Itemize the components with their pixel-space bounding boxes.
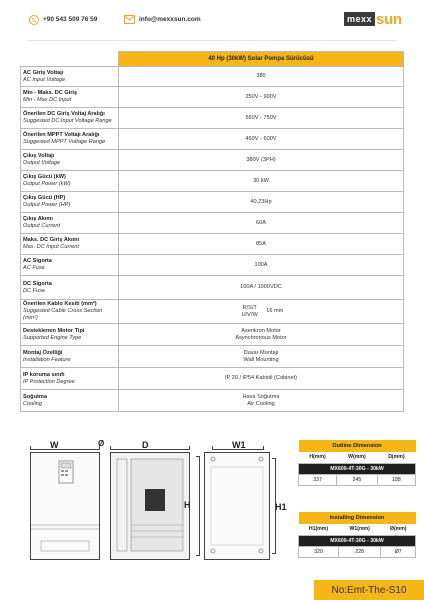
phone-number[interactable]: +90 543 509 76 59 [43,16,98,23]
table-row [21,129,404,150]
table-title: 40 Hp (30kW) Solar Pompa Sürücüsü [119,52,404,67]
outline-value-w: 245 [337,474,378,485]
row-label-tr: Önerilen Kablo Kesiti (mm²) [23,301,97,307]
row-value: 250V - 900V [119,87,404,108]
row-value-line1: Hava Soğutma [242,393,280,400]
cable-size: 16 mm [266,308,284,314]
height-bracket [196,456,200,556]
table-row [21,368,404,390]
table-row [21,213,404,234]
outline-header-w: W(mm) [337,452,378,463]
row-value [119,346,404,368]
installing-value-dia: Ø7 [381,546,416,557]
outline-dimension-table [298,440,416,486]
outline-dimension-title: Outline Dimension [299,440,416,452]
installing-header-dia: Ø(mm) [381,524,416,535]
row-value-line1: Asenkron Motor [241,327,281,334]
outline-value-d: 188 [377,474,415,485]
depth-bracket [110,446,190,450]
row-label-tr: Çıkış Voltajı [23,153,55,159]
email-contact [124,14,201,25]
installing-dimension-title: Installing Dimension [299,512,416,524]
table-row [21,300,404,324]
table-row [21,108,404,129]
side-view-drawing [110,452,190,560]
mail-icon [124,14,135,25]
row-value-line2: Air Cooling [247,400,275,407]
table-row [21,276,404,300]
row-label-tr: IP koruma sınıfı [23,371,65,378]
row-value-line1: Duvar Montajı [243,349,279,356]
row-value: 60A [119,213,404,234]
installing-header-w1: W1(mm) [338,524,380,535]
row-value: IP 20 / IP54 Kabinli (Cabinet) [119,368,404,390]
table-row [21,324,404,346]
row-value: 450V - 600V [119,129,404,150]
outline-value-h: 337 [299,474,337,485]
cable-phases: R/S/T U/V/W [241,304,258,318]
row-label-en: Max. DC Input Current [23,244,79,250]
w1-label: W1 [232,440,246,450]
outline-header-d: D(mm) [377,452,415,463]
installing-header-h1: H1(mm) [299,524,339,535]
row-value [119,390,404,412]
row-label-en: Output Power (kW) [23,181,71,187]
row-label-tr: DC Sigorta [23,280,52,287]
row-label-tr: Çıkış Akımı [23,216,53,222]
installing-model: MX600-4T-30G - 30kW [299,535,416,546]
width-bracket [30,446,100,450]
row-label-tr: Önerilen MPPT Voltajı Aralığı [23,132,100,138]
row-value: 30 kW [119,171,404,192]
row-label-en: Suggested Cable Cross Section (mm²) [23,308,103,321]
table-row [21,192,404,213]
h1-bracket [272,458,276,554]
width-label: W [50,440,59,450]
front-view-drawing [30,452,100,560]
row-value: 40,23Hp [119,192,404,213]
row-label-en: Installation Feature [23,356,71,363]
back-view-drawing [204,452,270,560]
w1-bracket [212,446,264,450]
installing-value-h1: 320 [299,546,339,557]
document-number-badge: No:Emt-The-S10 [314,580,424,600]
table-row [21,390,404,412]
table-row [21,67,404,87]
row-value-line2: Wall Mounting [243,356,279,363]
row-value: 100A [119,255,404,276]
row-value: 85A [119,234,404,255]
phone-contact [28,14,97,25]
row-label-en: Suggested DC Input Voltage Range [23,118,112,124]
depth-label: D [142,440,149,450]
row-label-tr: AC Giriş Voltajı [23,69,64,76]
table-row [21,255,404,276]
row-label-en: Output Power (HP) [23,202,71,208]
header-divider [28,40,396,41]
table-row [21,171,404,192]
row-value: 100A / 1000VDC [119,276,404,300]
row-label-en: Output Voltage [23,160,61,166]
front-view-svg [31,453,99,559]
hole-diameter-label: Ø [98,439,105,448]
row-label-tr: Soğutma [23,393,47,400]
row-label-tr: Önerilen DC Giriş Voltaj Aralığı [23,111,105,117]
table-row [21,87,404,108]
mexxsun-logo [332,6,424,32]
page-header [0,0,424,44]
outline-model: MX600-4T-30G - 30kW [299,463,416,474]
phone-icon [28,14,39,25]
spec-table-header [21,52,404,67]
row-label-tr: Desteklenen Motor Tipi [23,327,85,334]
row-value [119,324,404,346]
logo-text: sun [376,10,402,28]
row-value: 380 [119,67,404,87]
row-label-en: AC Input Voltage [23,76,66,83]
row-label-en: DC Fuse [23,287,46,294]
row-label-en: AC Fuse [23,265,45,271]
table-row [21,346,404,368]
row-value: 550V - 750V [119,108,404,129]
header-blank-cell [21,52,119,67]
row-value-cable [119,300,404,324]
row-value-line2: Asynchronous Motor [235,334,287,341]
installing-dimension-table [298,512,416,558]
logo-box: mexx [344,12,375,26]
row-label-tr: Min - Maks. DC Giriş [23,90,78,96]
row-label-en: Cooling [23,400,42,407]
row-label-tr: Maks. DC Giriş Akımı [23,237,80,243]
spec-table [20,51,404,412]
h1-label: H1 [275,502,287,512]
row-label-en: IP Protection Degree [23,378,75,385]
back-view-svg [205,453,269,559]
row-label-tr: Montaj Özelliği [23,349,63,356]
email-address[interactable]: info@mexxsun.com [139,16,201,23]
row-label-en: Supported Engine Type [23,334,82,341]
outline-header-h: H(mm) [299,452,337,463]
row-label-tr: Çıkış Gücü (HP) [23,195,66,201]
row-label-en: Output Current [23,223,60,229]
row-label-tr: Çıkış Gücü (kW) [23,174,66,180]
installing-value-w1: 228 [338,546,380,557]
row-label-tr: AC Sigorta [23,258,52,264]
table-row [21,234,404,255]
row-value: 380V (3PH) [119,150,404,171]
row-label-en: Suggested MPPT Voltage Range [23,139,106,145]
row-label-en: Min - Max DC Input [23,97,72,103]
table-row [21,150,404,171]
height-label: H [184,500,191,510]
side-view-svg [111,453,189,559]
